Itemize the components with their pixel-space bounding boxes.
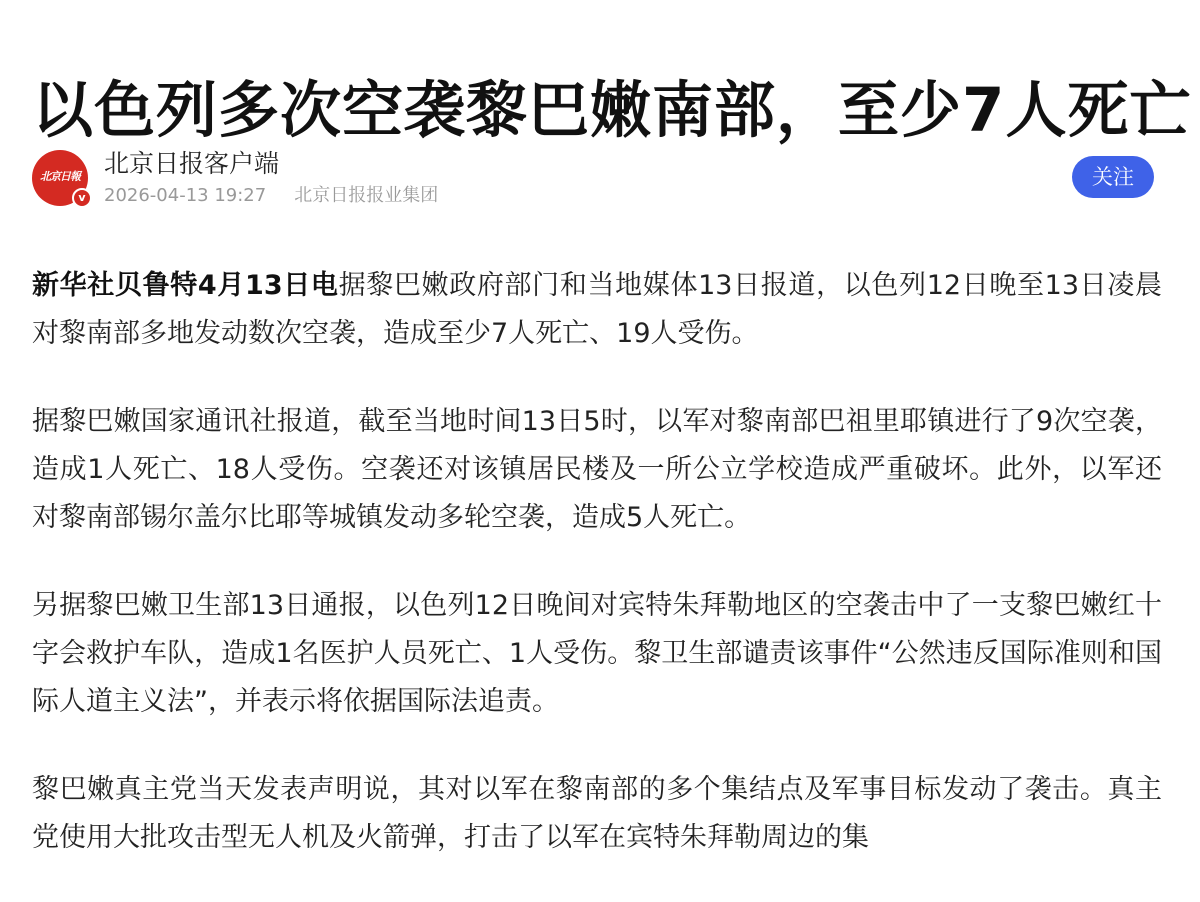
author-meta [104, 184, 438, 208]
paragraph-text: 黎巴嫩真主党当天发表声明说，其对以军在黎南部的多个集结点及军事目标发动了袭击。真主党使用大批攻击型无人机及火箭弹，打击了以军在宾特朱拜勒周边的集 [32, 774, 1162, 853]
follow-button[interactable]: 关注 [1072, 156, 1154, 198]
paragraph-text: 据黎巴嫩政府部门和当地媒体13日报道，以色列12日晚至13日凌晨对黎南部多地发动数次空袭，造成至少7人死亡、19人受伤。 [32, 270, 1162, 349]
publisher-logo: 北京日報 [40, 170, 80, 183]
paragraph-text: 另据黎巴嫩卫生部13日通报，以色列12日晚间对宾特朱拜勒地区的空袭击中了一支黎巴嫩红十字会救护车队，造成1名医护人员死亡、1人受伤。黎卫生部谴责该事件“公然违反国际准则和国际人道主义法”，并表示将依据国际法追责。 [32, 590, 1162, 717]
article-headline: 以色列多次空袭黎巴嫩南部，至少7人死亡 [32, 74, 1192, 146]
paragraph-lead: 新华社贝鲁特4月13日电 [32, 270, 339, 301]
paragraph-text: 据黎巴嫩国家通讯社报道，截至当地时间13日5时，以军对黎南部巴祖里耶镇进行了9次空袭，造成1人死亡、18人受伤。空袭还对该镇居民楼及一所公立学校造成严重破坏。此外，以军还对黎南部锡尔盖尔比耶等城镇发动多轮空袭，造成5人死亡。 [32, 406, 1162, 533]
article-paragraph [32, 582, 1162, 726]
verified-badge-icon: v [72, 188, 92, 208]
author-name[interactable]: 北京日报客户端 [104, 149, 280, 178]
article-paragraph [32, 398, 1162, 542]
article-paragraph [32, 262, 1162, 358]
author-bar [32, 148, 1172, 212]
publisher-source: 北京日报报业集团 [294, 185, 439, 206]
publish-timestamp: 2026-04-13 19:27 [104, 185, 267, 206]
article-body [32, 262, 1162, 902]
